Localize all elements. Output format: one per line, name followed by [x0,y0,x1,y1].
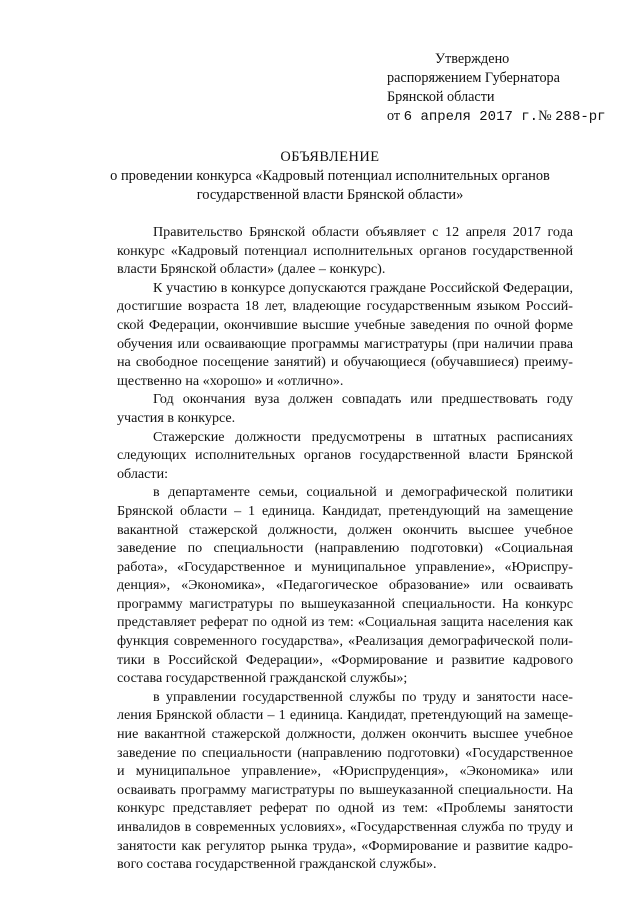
paragraph-positions: Стажерские должности предусмотрены в штатных расписаниях следующих исполнительных органов государственной власти Брянской области: [117,428,573,482]
approval-line-region: Брянской области [387,89,495,105]
approval-block [387,50,617,127]
approval-date-value: 6 апреля 2017 г. [403,109,539,125]
approval-date-prefix: от [387,108,401,124]
announcement-subtitle-line-2: государственной власти Брянской области» [196,187,464,203]
approval-line-approved: Утверждено [435,51,510,67]
approval-number-value: 288-рг [555,109,606,125]
announcement-title [60,148,600,205]
approval-date-line [387,107,617,127]
approval-number-sign: № [538,108,552,124]
paragraph-intro: Правительство Брянской области объявляет с 12 апреля 2017 года конкурс «Кадровый потенциал исполнительных органов государственной власти Брянской области» (далее – конкурс). [117,224,573,278]
paragraph-family-department: в департаменте семьи, социальной и демографической политики Брянской области – 1 единица. Кандидат, претендующий на замещение вакантной стажерской должности, должен окончить высшее учебное заведение по специальности (направлению подготовки) «Социальная работа», «Государственное и муниципальное управление», «Юриспруденция», «Экономика», «Педагогическое образование» или осваивать программу магистратуры по вышеуказанной специальности. На конкурс представляет реферат по одной из тем: «Социальная защита населения как функция современного государства», «Реализация демографической политики в Российской Федерации», «Формирование и развитие кадрового состава государственной гражданской службы»; [117,484,573,687]
paragraph-labor-department: в управлении государственной службы по труду и занятости населения Брянской области – 1 единица. Кандидат, претендующий на замещение вакантной стажерской должности, должен окончить высшее учебное заведение по специальности (направлению подготовки) «Государственное и муниципальное управление», «Юриспруденция», «Экономика» или осваивать программу магистратуры по вышеуказанной специальности. На конкурс представляет реферат по одной из тем: «Проблемы занятости инвалидов в современных условиях», «Государственная служба по труду и занятости как регулятор рынка труда», «Формирование и развитие кадрового состава государственной гражданской службы». [117,688,573,873]
paragraph-eligibility: К участию в конкурсе допускаются граждане Российской Федерации, достигшие возраста 18 лет, владеющие государственным языком Российской Федерации, окончившие высшие учебные заведения по очной форме обучения или осваивающие программы магистратуры (при наличии права на свободное посещение занятий) и обучающиеся (обучавшиеся) преимущественно на «хорошо» и «отлично». [117,279,573,389]
announcement-body [117,223,573,874]
announcement-heading: ОБЪЯВЛЕНИЕ [280,149,380,165]
announcement-subtitle-line-1: о проведении конкурса «Кадровый потенциал исполнительных органов [110,168,550,184]
approval-line-order: распоряжением Губернатора [387,70,560,86]
paragraph-graduation-year: Год окончания вуза должен совпадать или предшествовать году участия в конкурсе. [117,391,573,426]
